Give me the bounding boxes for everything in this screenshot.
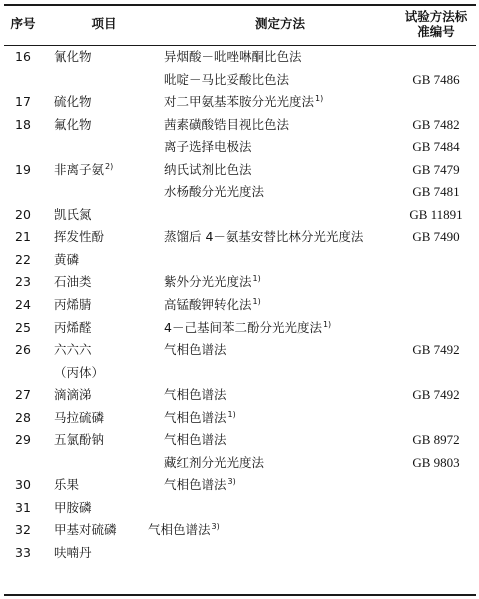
row-number [4,159,42,182]
row-number-text: 18 [15,116,31,132]
row-item [54,474,154,497]
row-method [164,249,396,272]
row-number-text: 16 [15,49,31,64]
row-method-text: 纳氏试剂比色法 [164,161,252,177]
row-method [164,339,396,362]
row-method-text: 紫外分光光度法 [164,274,252,290]
row-standard [396,249,476,272]
row-item-text: 呋喃丹 [54,545,92,561]
row-standard [396,407,476,430]
row-method-text: 蒸馏后 4－氨基安替比林分光光度法 [164,229,364,245]
row-method [164,204,396,227]
row-number-text: 27 [15,387,31,403]
row-number-text: 19 [15,161,31,177]
row-standard [396,204,476,227]
table-row [4,46,476,69]
row-number [4,384,42,407]
row-item-text: 丙烯醛 [54,319,92,335]
row-standard-text: GB 7484 [412,139,460,155]
row-item [54,69,154,92]
row-item [54,91,154,114]
row-method-text: 茜素磺酸锆目视比色法 [164,116,290,132]
table-row [4,339,476,362]
row-method [164,474,396,497]
row-number-text: 24 [15,297,31,313]
row-item-text: 挥发性酚 [54,229,105,245]
row-item [54,497,154,520]
table-row [4,249,476,272]
row-standard [396,181,476,204]
row-number [4,249,42,272]
row-method-text: 气相色谱法 [164,477,227,493]
row-standard [396,226,476,249]
header-std-line1: 试验方法标 [404,9,468,24]
row-number-text: 33 [15,545,31,561]
row-standard [396,519,476,542]
row-number [4,429,42,452]
header-item: 项目 [91,16,117,31]
row-method [164,46,396,69]
row-standard [396,69,476,92]
row-method [164,384,396,407]
row-method [148,519,380,542]
row-number [4,226,42,249]
row-method-text: 气相色谱法 [164,342,227,358]
row-number [4,114,42,137]
row-item-text: 滴滴涕 [54,387,92,403]
row-standard-text: GB 9803 [412,454,460,470]
bottom-rule [4,594,476,596]
row-standard [396,159,476,182]
row-item-text: 凯氏氮 [54,206,92,222]
row-standard-text: GB 7486 [412,71,460,87]
row-standard [396,542,476,565]
row-number [4,519,42,542]
row-method [164,271,396,294]
row-method [164,362,396,385]
table-row [4,474,476,497]
row-standard-text: GB 7479 [412,161,460,177]
row-standard [396,271,476,294]
row-item-text: 氟化物 [54,116,92,132]
row-method [164,226,396,249]
row-number [4,91,42,114]
method-footnote-ref: 1) [227,409,236,419]
row-number [4,362,42,385]
row-item-text: 非离子氨 [54,161,105,177]
row-method [164,452,396,475]
row-item [54,362,154,385]
row-number-text: 17 [15,94,31,110]
row-number-text: 21 [15,229,31,245]
row-standard [396,474,476,497]
row-item [54,339,154,362]
row-standard [396,497,476,520]
row-item-text: 甲基对硫磷 [54,522,117,538]
row-standard [396,339,476,362]
table-row [4,114,476,137]
row-standard-text: GB 7492 [412,387,460,403]
table-row [4,294,476,317]
table-row [4,407,476,430]
row-item [54,317,154,340]
row-number [4,181,42,204]
row-standard [396,46,476,69]
row-standard-text: GB 8972 [412,432,460,448]
row-method-text: 气相色谱法 [164,387,227,403]
table-row [4,519,476,542]
row-method-text: 对二甲氨基苯胺分光光度法 [164,94,315,110]
row-item-text: 五氯酚钠 [54,432,105,448]
method-footnote-ref: 1) [322,319,332,329]
row-item [54,226,154,249]
row-standard [396,362,476,385]
row-item-text: 黄磷 [54,251,80,267]
row-item [54,181,154,204]
row-method [164,407,396,430]
row-standard-text: GB 7482 [412,116,460,132]
row-method [164,69,396,92]
row-method-text: 气相色谱法 [164,432,227,448]
row-standard [396,384,476,407]
table-row [4,159,476,182]
row-standard-text: GB 7492 [412,342,460,358]
row-number [4,452,42,475]
row-number [4,294,42,317]
row-item-text: 硫化物 [54,94,92,110]
item-footnote-ref: 2) [105,161,114,171]
row-item [54,136,154,159]
row-item-text: 乐果 [54,477,80,493]
row-method-text: 水杨酸分光光度法 [164,184,265,200]
method-footnote-ref: 1) [252,274,261,284]
row-number [4,542,42,565]
row-standard [396,452,476,475]
row-method-text: 气相色谱法 [148,522,211,538]
row-standard [396,429,476,452]
row-method-text: 藏红剂分光光度法 [164,454,265,470]
row-number-text: 29 [15,432,31,448]
row-number [4,474,42,497]
row-number-text: 32 [15,522,31,538]
table-row [4,271,476,294]
table-body [4,46,476,565]
row-number-text: 28 [15,409,31,425]
row-method-text: 异烟酸－吡唑啉酮比色法 [164,49,302,64]
row-method [164,429,396,452]
row-item [54,429,154,452]
row-number [4,46,42,69]
row-method [164,114,396,137]
row-number [4,204,42,227]
row-item [54,46,154,69]
row-method [164,159,396,182]
method-footnote-ref: 1) [315,94,324,104]
row-method-text: 4－己基间苯二酚分光光度法 [164,319,322,335]
row-standard-text: GB 7490 [412,229,460,245]
row-standard [396,136,476,159]
row-number [4,271,42,294]
row-item [54,542,154,565]
table-row [4,497,476,520]
row-item-text: 氰化物 [54,49,92,64]
row-number [4,136,42,159]
header-method: 测定方法 [254,16,305,31]
table-row [4,226,476,249]
method-footnote-ref: 1) [252,297,261,307]
header-no: 序号 [10,16,36,31]
standards-table [4,4,476,596]
row-method-text: 高锰酸钾转化法 [164,297,252,313]
row-item [54,204,154,227]
table-row [4,384,476,407]
table-row [4,91,476,114]
row-number [4,317,42,340]
row-number-text: 25 [15,319,31,335]
row-number-text: 22 [15,251,31,267]
row-item [54,249,154,272]
row-standard [396,317,476,340]
table-row [4,362,476,385]
row-item-text: 马拉硫磷 [54,409,105,425]
table-row [4,204,476,227]
row-item-text: 丙烯腈 [54,297,92,313]
row-method [164,317,396,340]
method-footnote-ref: 3) [227,477,236,487]
row-item-text: 石油类 [54,274,92,290]
row-item [54,159,154,182]
row-item [54,407,154,430]
method-footnote-ref: 3) [211,522,220,532]
row-number [4,69,42,92]
row-item [54,271,154,294]
row-method [164,136,396,159]
row-number [4,407,42,430]
row-item-text: 甲胺磷 [54,499,92,515]
row-item-text: （丙体） [54,364,105,380]
row-item [54,452,154,475]
row-standard [396,114,476,137]
row-item [54,519,154,542]
row-method [164,497,396,520]
row-standard-text: GB 11891 [409,206,463,222]
table-row [4,69,476,92]
row-method [164,91,396,114]
row-number-text: 31 [15,499,31,515]
row-method-text: 气相色谱法 [164,409,227,425]
row-item [54,294,154,317]
table-row [4,181,476,204]
row-number-text: 23 [15,274,31,290]
row-method [164,542,396,565]
table-row [4,542,476,565]
row-number-text: 30 [15,477,31,493]
row-number [4,497,42,520]
row-standard [396,294,476,317]
row-item [54,384,154,407]
header-std-line2: 准编号 [417,24,455,39]
row-standard [396,91,476,114]
row-item-text: 六六六 [54,342,92,358]
table-row [4,452,476,475]
table-header [4,4,476,46]
row-item [54,114,154,137]
row-method-text: 吡啶－马比妥酸比色法 [164,71,290,87]
row-method [164,181,396,204]
table-row [4,317,476,340]
table-row [4,136,476,159]
row-number-text: 20 [15,206,31,222]
row-method [164,294,396,317]
table-row [4,429,476,452]
row-standard-text: GB 7481 [412,184,460,200]
row-number [4,339,42,362]
row-number-text: 26 [15,342,31,358]
row-method-text: 离子选择电极法 [164,139,252,155]
